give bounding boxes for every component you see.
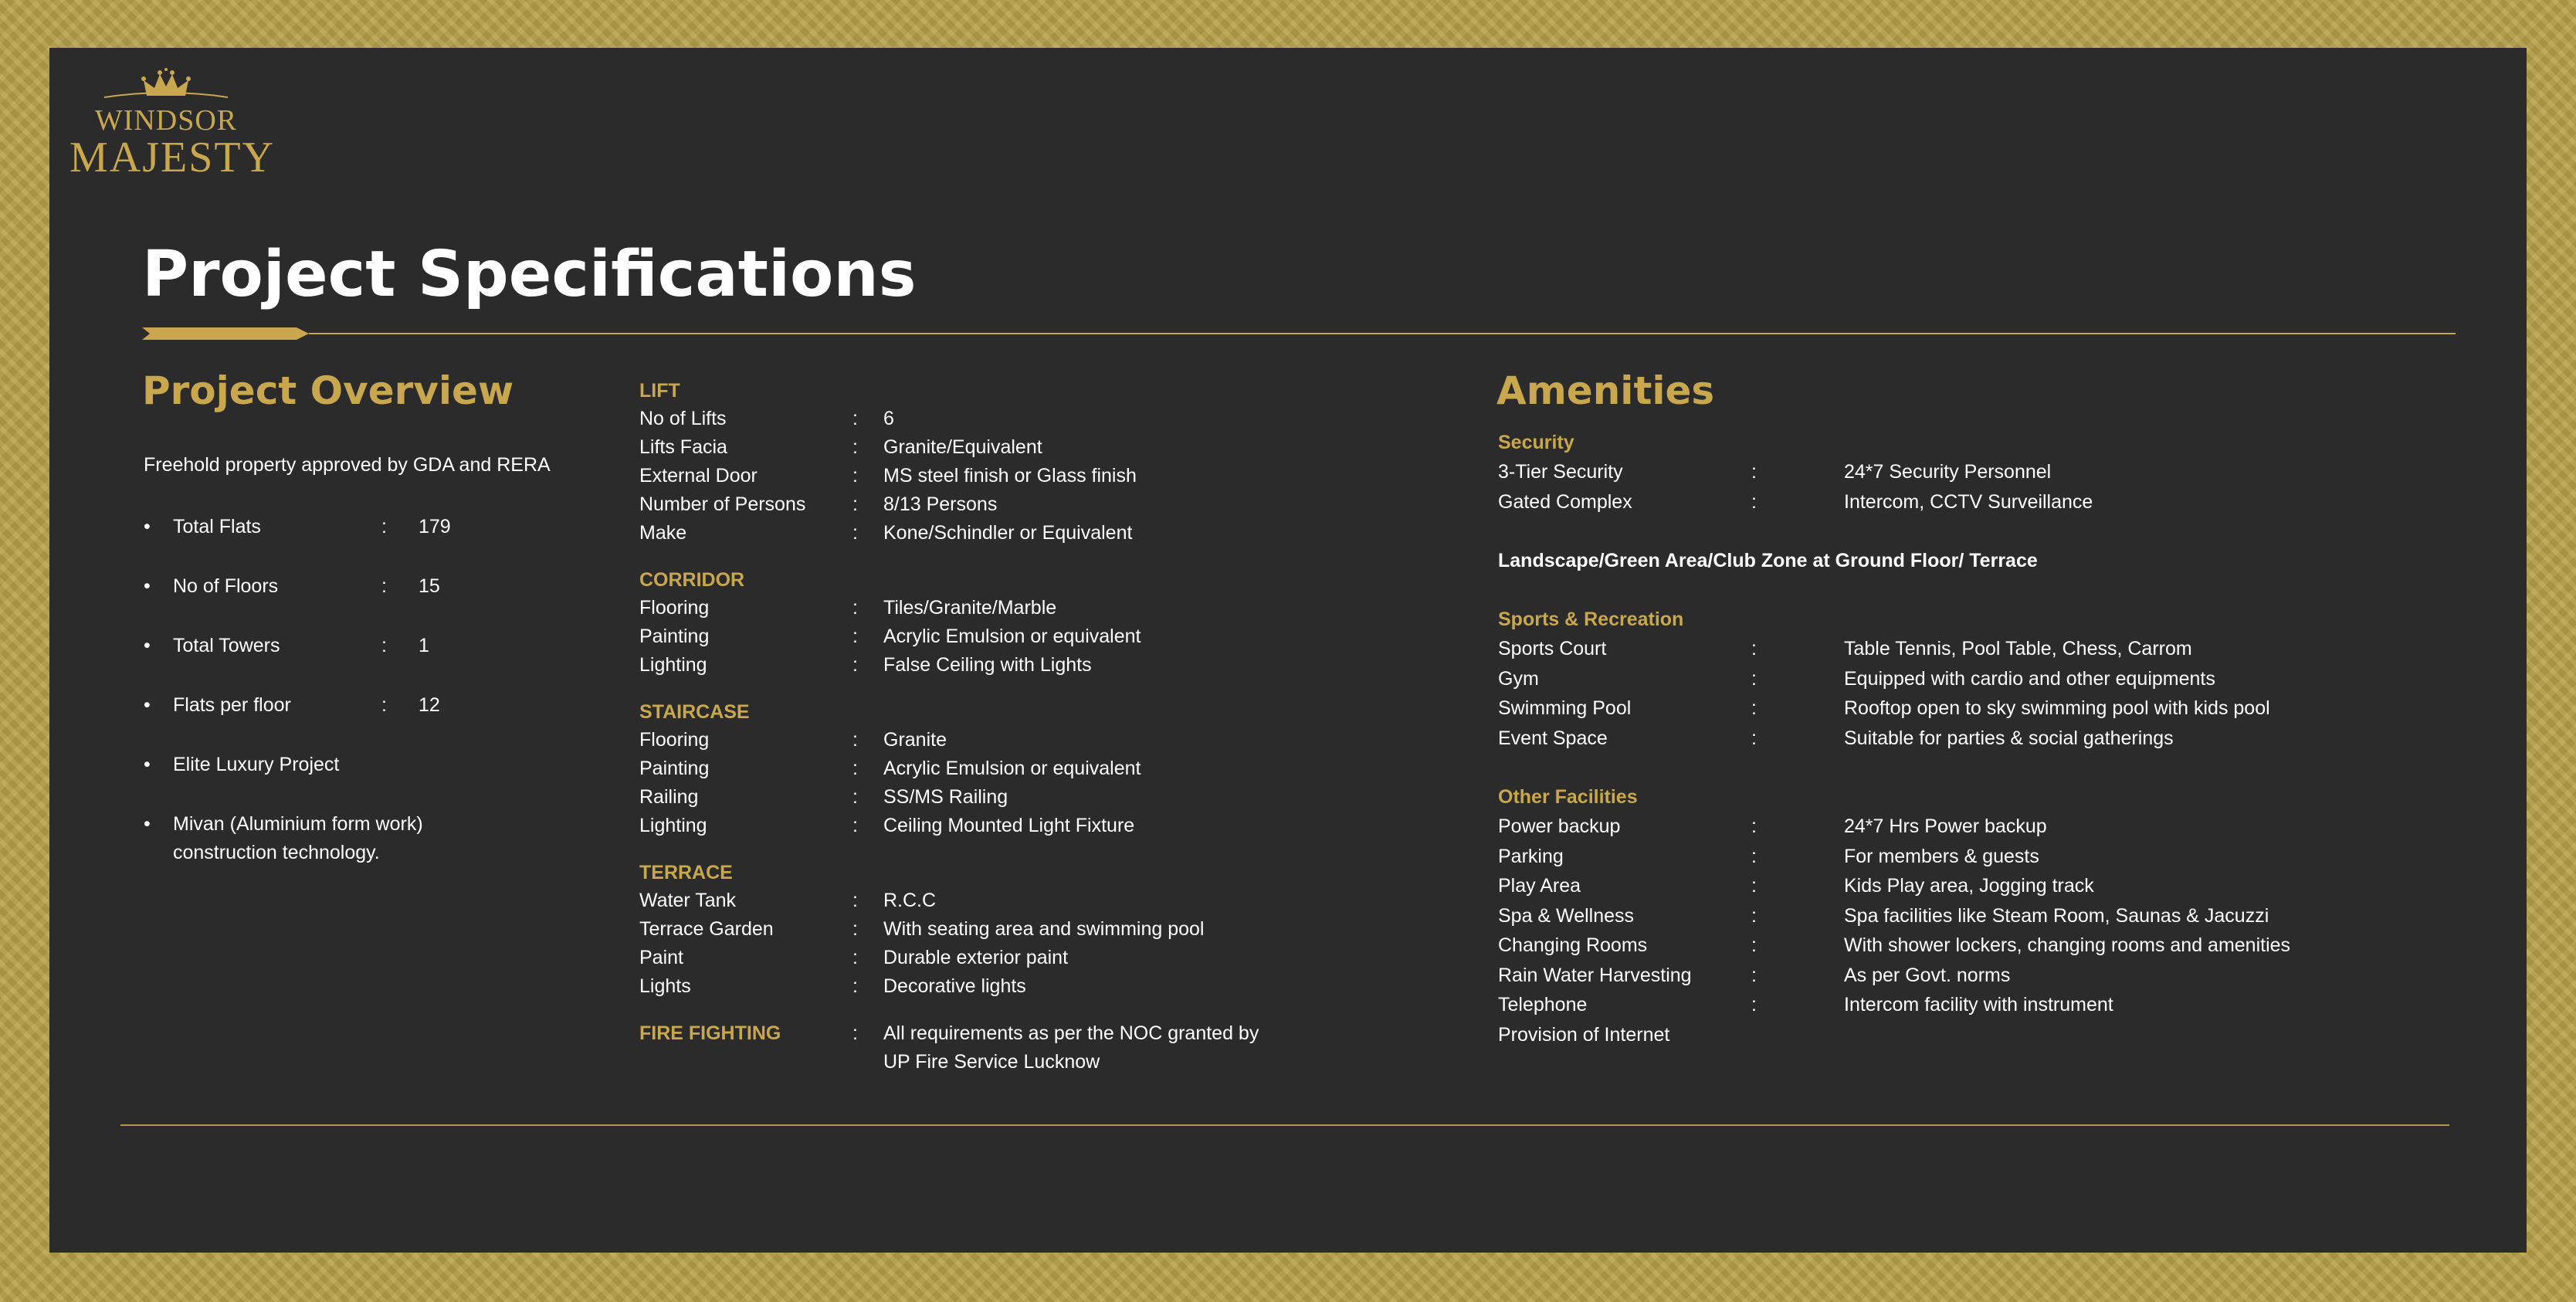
spec-value: Acrylic Emulsion or equivalent — [883, 626, 1141, 647]
separator: : — [1751, 697, 1757, 719]
spec-label: Painting — [639, 626, 710, 647]
spec-fire-fighting — [639, 1019, 1334, 1077]
separator: : — [381, 635, 387, 656]
spec-label: Number of Persons — [639, 493, 806, 515]
separator: : — [852, 408, 858, 429]
amenities-heading: Amenities — [1496, 368, 1715, 413]
specifications-list — [639, 377, 1334, 1077]
amenity-row — [1498, 664, 2425, 694]
separator: : — [381, 575, 387, 597]
spec-label: Lighting — [639, 654, 707, 676]
spec-heading: TERRACE — [639, 862, 733, 883]
spec-group-corridor — [639, 566, 1334, 680]
separator: : — [381, 516, 387, 537]
separator: : — [852, 758, 858, 779]
overview-value: 179 — [419, 516, 451, 537]
spec-heading: FIRE FIGHTING — [639, 1022, 781, 1044]
separator: : — [1751, 815, 1757, 837]
spec-value: R.C.C — [883, 890, 937, 911]
amenity-value: Suitable for parties & social gatherings — [1844, 727, 2174, 749]
amenity-value: For members & guests — [1844, 845, 2039, 867]
separator: : — [1751, 727, 1757, 749]
amenity-row — [1498, 931, 2425, 961]
spec-row — [639, 726, 1334, 754]
amenity-label: Gated Complex — [1498, 490, 1632, 513]
spec-group-lift — [639, 377, 1334, 548]
separator: : — [852, 947, 858, 968]
amenity-label: Changing Rooms — [1498, 934, 1648, 956]
spec-group-terrace — [639, 859, 1334, 1001]
spec-value: With seating area and swimming pool — [883, 918, 1205, 940]
title-divider — [142, 324, 2456, 343]
separator: : — [852, 654, 858, 676]
separator: : — [1751, 934, 1757, 956]
spec-label: Flooring — [639, 729, 710, 751]
separator: : — [852, 522, 858, 544]
separator: : — [852, 975, 858, 997]
separator: : — [852, 1022, 858, 1044]
spec-row — [639, 915, 1334, 944]
amenity-label: Play Area — [1498, 875, 1581, 897]
spec-value: Kone/Schindler or Equivalent — [883, 522, 1133, 544]
list-item — [144, 632, 576, 691]
bullet: • — [144, 694, 151, 716]
spec-heading: STAIRCASE — [639, 701, 750, 723]
separator: : — [1751, 875, 1757, 897]
spacer — [1498, 517, 2425, 546]
amenity-value: As per Govt. norms — [1844, 964, 2011, 986]
amenity-label: Event Space — [1498, 727, 1608, 749]
separator: : — [1751, 994, 1757, 1015]
spec-row — [639, 519, 1334, 548]
spec-value: Tiles/Granite/Marble — [883, 597, 1057, 619]
amenity-label: Power backup — [1498, 815, 1621, 837]
separator: : — [852, 918, 858, 940]
spec-label: Lighting — [639, 815, 707, 836]
spec-row — [639, 783, 1334, 812]
page-title: Project Specifications — [142, 238, 917, 311]
crown-icon — [100, 68, 232, 103]
amenity-label: Parking — [1498, 845, 1564, 867]
spec-row — [639, 651, 1334, 680]
spec-row — [639, 972, 1334, 1001]
bottom-divider — [120, 1124, 2449, 1126]
separator: : — [852, 626, 858, 647]
spec-row — [639, 490, 1334, 519]
spec-label: Lights — [639, 975, 691, 997]
bullet: • — [144, 635, 151, 656]
spec-heading: LIFT — [639, 380, 680, 402]
separator: : — [1751, 904, 1757, 927]
spacer — [1498, 575, 2425, 605]
separator: : — [1751, 845, 1757, 867]
amenity-label: Spa & Wellness — [1498, 904, 1635, 927]
spec-label: Painting — [639, 758, 710, 779]
amenity-row — [1498, 871, 2425, 901]
overview-label: Total Towers — [173, 635, 280, 656]
overview-value: 15 — [419, 575, 440, 597]
list-item — [144, 810, 576, 870]
spec-label: Terrace Garden — [639, 918, 774, 940]
spec-label: External Door — [639, 465, 758, 487]
amenity-row — [1498, 842, 2425, 872]
amenity-value: Kids Play area, Jogging track — [1844, 875, 2094, 897]
amenity-heading: Sports & Recreation — [1498, 609, 1684, 630]
spec-row — [639, 622, 1334, 651]
list-item — [144, 691, 576, 751]
brand-line-1: WINDSOR — [94, 104, 238, 137]
amenity-label: Gym — [1498, 667, 1539, 690]
spec-value: False Ceiling with Lights — [883, 654, 1092, 676]
separator: : — [1751, 490, 1757, 513]
amenity-label: Sports Court — [1498, 638, 1607, 659]
separator: : — [852, 786, 858, 808]
spec-value: Ceiling Mounted Light Fixture — [883, 815, 1135, 836]
spec-row — [639, 812, 1334, 840]
separator: : — [1751, 638, 1757, 659]
overview-value: 12 — [419, 694, 440, 716]
list-item — [144, 572, 576, 632]
spec-group-staircase — [639, 698, 1334, 840]
amenities-list — [1498, 428, 2425, 1049]
overview-label: Flats per floor — [173, 694, 291, 716]
amenity-label: 3-Tier Security — [1498, 461, 1623, 483]
spec-row — [639, 887, 1334, 915]
amenity-row — [1498, 990, 2425, 1020]
spec-value-line: All requirements as per the NOC granted by — [883, 1022, 1259, 1044]
spec-value-line: UP Fire Service Lucknow — [883, 1051, 1100, 1073]
spec-value — [883, 1019, 1316, 1077]
spec-value: Granite/Equivalent — [883, 436, 1042, 458]
spec-label: Lifts Facia — [639, 436, 727, 458]
spec-label: Railing — [639, 786, 699, 808]
bullet: • — [144, 754, 151, 775]
spec-value: 6 — [883, 408, 894, 429]
list-item — [144, 513, 576, 572]
separator: : — [852, 597, 858, 619]
amenity-value: 24*7 Hrs Power backup — [1844, 815, 2047, 837]
amenity-row — [1498, 724, 2425, 754]
bullet: • — [144, 516, 151, 537]
overview-intro: Freehold property approved by GDA and RERA — [144, 454, 551, 476]
amenity-row — [1498, 457, 2425, 487]
amenity-label: Swimming Pool — [1498, 697, 1632, 719]
amenity-value: With shower lockers, changing rooms and amenities — [1844, 934, 2291, 956]
separator: : — [852, 436, 858, 458]
amenity-value: Spa facilities like Steam Room, Saunas & Jacuzzi — [1844, 904, 2269, 927]
brand-logo — [69, 68, 276, 184]
overview-value: 1 — [419, 635, 429, 656]
spec-value: Durable exterior paint — [883, 947, 1069, 968]
spec-label: Make — [639, 522, 687, 544]
amenity-label: Rain Water Harvesting — [1498, 964, 1692, 986]
separator: : — [1751, 461, 1757, 483]
spec-label: Paint — [639, 947, 683, 968]
amenity-row — [1498, 634, 2425, 664]
amenity-value: Intercom, CCTV Surveillance — [1844, 490, 2093, 513]
spec-label: Flooring — [639, 597, 710, 619]
amenity-heading: Security — [1498, 432, 1574, 453]
landscape-note: Landscape/Green Area/Club Zone at Ground Floor/ Terrace — [1498, 550, 2038, 571]
overview-label: Elite Luxury Project — [173, 754, 340, 775]
spec-row — [639, 405, 1334, 433]
separator: : — [852, 465, 858, 487]
amenity-label: Provision of Internet — [1498, 1023, 1670, 1046]
overview-list — [144, 513, 576, 870]
separator: : — [1751, 964, 1757, 986]
spec-value: Decorative lights — [883, 975, 1026, 997]
spec-row — [639, 944, 1334, 972]
amenity-row — [1498, 812, 2425, 842]
bullet: • — [144, 575, 151, 597]
spec-value: 8/13 Persons — [883, 493, 998, 515]
spec-heading: CORRIDOR — [639, 569, 745, 591]
amenity-value: 24*7 Security Personnel — [1844, 461, 2052, 483]
spec-row — [639, 433, 1334, 462]
spec-value: Granite — [883, 729, 947, 751]
spec-value: Acrylic Emulsion or equivalent — [883, 758, 1141, 779]
amenity-value: Rooftop open to sky swimming pool with kids pool — [1844, 697, 2270, 719]
spacer — [1498, 753, 2425, 782]
amenity-value: Equipped with cardio and other equipments — [1844, 667, 2215, 690]
overview-heading: Project Overview — [142, 368, 514, 413]
list-item — [144, 751, 576, 810]
spec-value: SS/MS Railing — [883, 786, 1008, 808]
amenity-value: Table Tennis, Pool Table, Chess, Carrom — [1844, 638, 2192, 659]
separator: : — [852, 890, 858, 911]
spec-value: MS steel finish or Glass finish — [883, 465, 1137, 487]
overview-label: No of Floors — [173, 575, 279, 597]
spec-label: No of Lifts — [639, 408, 727, 429]
overview-label: Mivan (Aluminium form work) construction technology. — [173, 813, 423, 863]
amenity-label: Telephone — [1498, 994, 1588, 1015]
amenity-row — [1498, 487, 2425, 517]
separator: : — [852, 493, 858, 515]
brand-line-2: MAJESTY — [69, 134, 276, 181]
spec-row — [639, 754, 1334, 783]
overview-label: Total Flats — [173, 516, 261, 537]
separator: : — [852, 815, 858, 836]
separator: : — [1751, 667, 1757, 690]
bullet: • — [144, 813, 151, 835]
amenity-row — [1498, 961, 2425, 991]
amenity-value: Intercom facility with instrument — [1844, 994, 2113, 1015]
amenity-heading: Other Facilities — [1498, 786, 1638, 808]
amenity-row — [1498, 693, 2425, 724]
separator: : — [852, 729, 858, 751]
amenity-row — [1498, 901, 2425, 931]
amenity-row — [1498, 1020, 2425, 1050]
spec-row — [639, 462, 1334, 490]
spec-row — [639, 594, 1334, 622]
spec-label: Water Tank — [639, 890, 737, 911]
separator: : — [381, 694, 387, 716]
